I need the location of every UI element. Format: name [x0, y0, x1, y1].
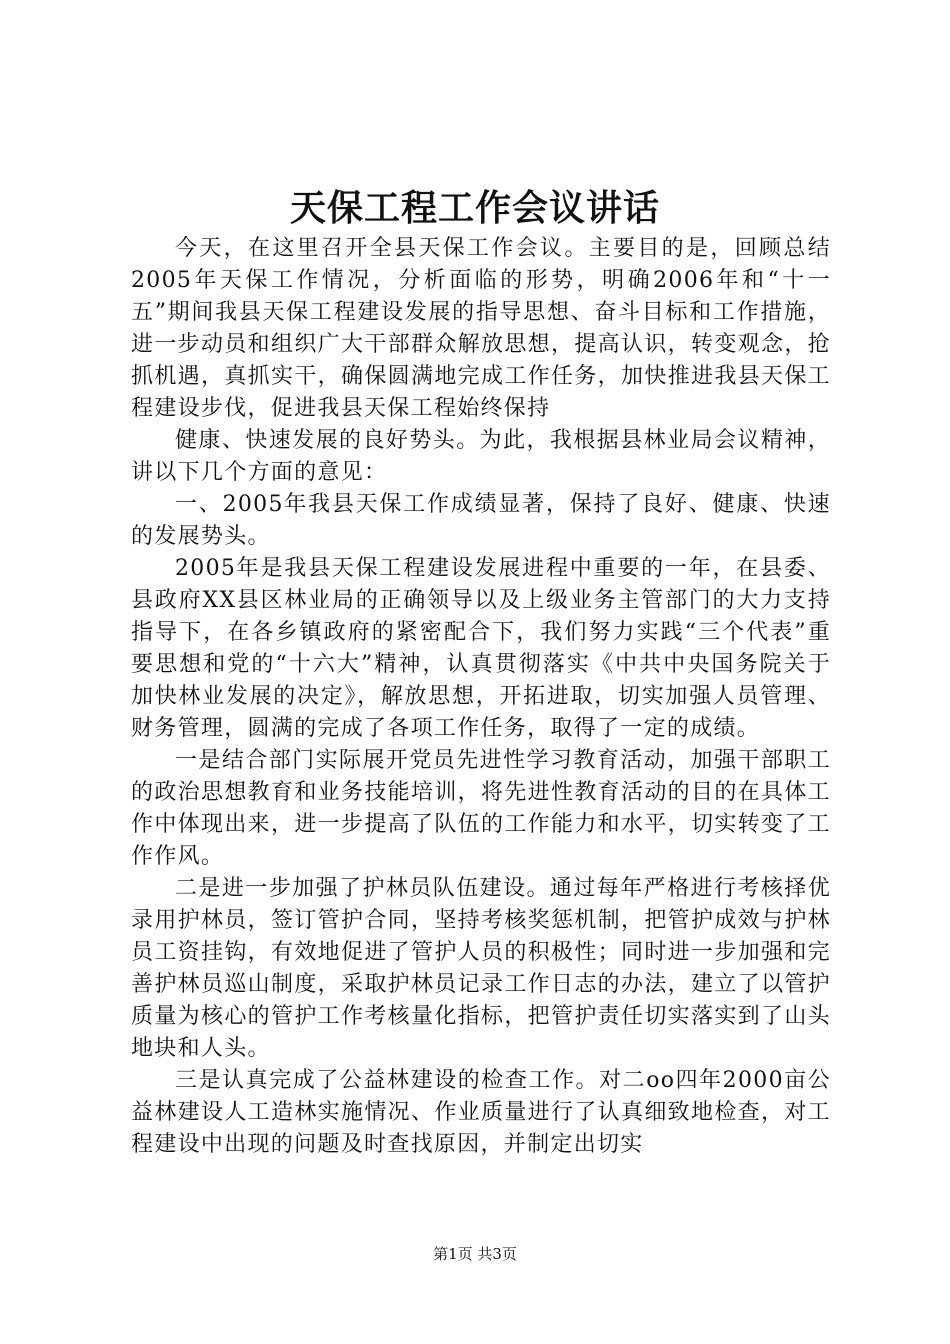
paragraph-point-two: 二是进一步加强了护林员队伍建设。通过每年严格进行考核择优录用护林员，签订管护合同，坚持考核奖惩机制，把管护成效与护林员工资挂钩，有效地促进了管护人员的积极性；同时进一步加强和完善护林员巡山制度，采取护林员记录工作日志的办法，建立了以管护质量为核心的管护工作考核量化指标，把管护责任切实落实到了山头地块和人头。	[131, 876, 831, 1061]
document-title: 天保工程工作会议讲话	[289, 187, 660, 229]
document-body	[131, 233, 831, 1161]
paragraph-2005-summary: 2005年是我县天保工程建设发展进程中重要的一年，在县委、县政府XX县区林业局的正确领导以及上级业务主管部门的大力支持指导下，在各乡镇政府的紧密配合下，我们努力实践“三个代表”重要思想和党的“十六大”精神，认真贯彻落实《中共中央国务院关于加快林业发展的决定》，解放思想，开拓进取，切实加强人员管理、财务管理，圆满的完成了各项工作任务，取得了一定的成绩。	[131, 556, 831, 741]
paragraph-point-three: 三是认真完成了公益林建设的检查工作。对二oo四年2000亩公益林建设人工造林实施情况、作业质量进行了认真细致地检查，对工程建设中出现的问题及时查找原因，并制定出切实	[131, 1068, 831, 1157]
paragraph-intro: 今天，在这里召开全县天保工作会议。主要目的是，回顾总结2005年天保工作情况，分析面临的形势，明确2006年和“十一五”期间我县天保工程建设发展的指导思想、奋斗目标和工作措施，进一步动员和组织广大干部群众解放思想，提高认识，转变观念，抢抓机遇，真抓实干，确保圆满地完成工作任务，加快推进我县天保工程建设步伐，促进我县天保工程始终保持	[131, 236, 831, 421]
paragraph-continuation: 健康、快速发展的良好势头。为此，我根据县林业局会议精神，讲以下几个方面的意见：	[131, 428, 831, 485]
page-footer: 第1页 共3页	[433, 1245, 517, 1263]
section-heading-one: 一、2005年我县天保工作成绩显著，保持了良好、健康、快速的发展势头。	[131, 492, 831, 549]
paragraph-point-one: 一是结合部门实际展开党员先进性学习教育活动，加强干部职工的政治思想教育和业务技能培训，将先进性教育活动的目的在具体工作中体现出来，进一步提高了队伍的工作能力和水平，切实转变了工作作风。	[131, 748, 831, 869]
